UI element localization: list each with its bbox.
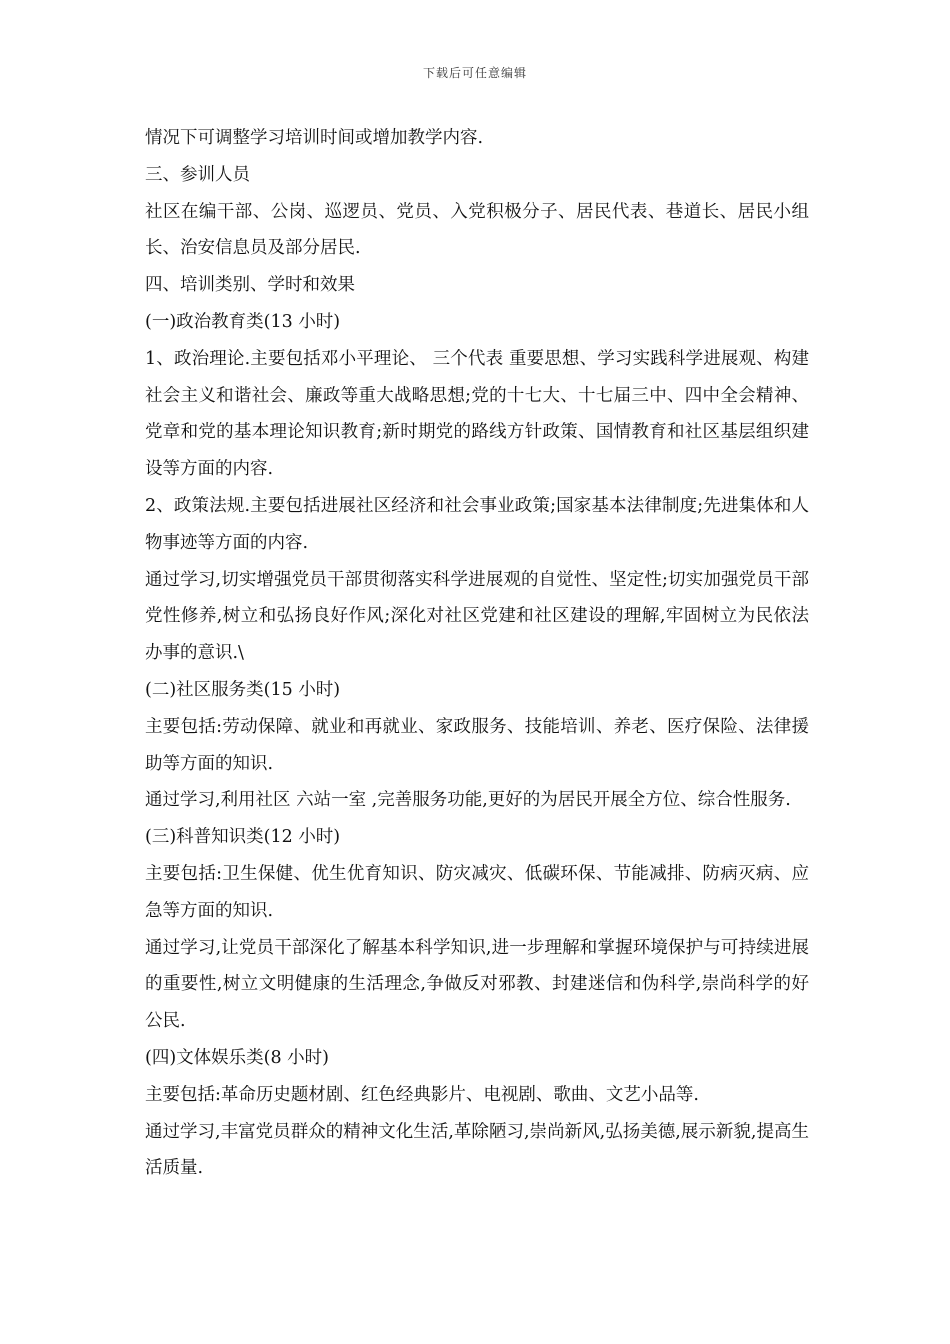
paragraph-political-theory: 1、政治理论.主要包括邓小平理论、 三个代表 重要思想、学习实践科学进展观、构建社会主义和谐社会、廉政等重大战略思想;党的十七大、十七届三中、四中全会精神、党章和党的基本理论知识教育;新时期党的路线方针政策、国情教育和社区基层组织建设等方面的内容. — [145, 348, 809, 480]
paragraph-community-service-effect: 通过学习,利用社区 六站一室 ,完善服务功能,更好的为居民开展全方位、综合性服务. — [145, 790, 791, 811]
paragraph-participants: 社区在编干部、公岗、巡逻员、党员、入党积极分子、居民代表、巷道长、居民小组长、治安信息员及部分居民. — [145, 201, 809, 259]
subheading-political-education: (一)政治教育类(13 小时) — [145, 311, 341, 332]
subheading-culture-entertainment: (四)文体娱乐类(8 小时) — [145, 1047, 330, 1068]
paragraph-culture-effect: 通过学习,丰富党员群众的精神文化生活,革除陋习,崇尚新风,弘扬美德,展示新貌,提高生活质量. — [145, 1121, 809, 1179]
subheading-community-service: (二)社区服务类(15 小时) — [145, 679, 341, 700]
paragraph-policy-regulations: 2、政策法规.主要包括进展社区经济和社会事业政策;国家基本法律制度;先进集体和人物事迹等方面的内容. — [145, 495, 809, 553]
heading-training-categories: 四、培训类别、学时和效果 — [145, 275, 355, 296]
document-body — [145, 120, 809, 1187]
paragraph-culture-content: 主要包括:革命历史题材剧、红色经典影片、电视剧、歌曲、文艺小品等. — [145, 1084, 699, 1105]
paragraph-community-service-content: 主要包括:劳动保障、就业和再就业、家政服务、技能培训、养老、医疗保险、法律援助等方面的知识. — [145, 716, 809, 774]
heading-participants: 三、参训人员 — [145, 164, 250, 185]
paragraph-political-effect: 通过学习,切实增强党员干部贯彻落实科学进展观的自觉性、坚定性;切实加强党员干部党性修养,树立和弘扬良好作风;深化对社区党建和社区建设的理解,牢固树立为民依法办事的意识.\ — [145, 569, 809, 664]
paragraph-science-content: 主要包括:卫生保健、优生优育知识、防灾减灾、低碳环保、节能减排、防病灭病、应急等方面的知识. — [145, 863, 809, 921]
paragraph-science-effect: 通过学习,让党员干部深化了解基本科学知识,进一步理解和掌握环境保护与可持续进展的重要性,树立文明健康的生活理念,争做反对邪教、封建迷信和伪科学,崇尚科学的好公民. — [145, 937, 809, 1032]
page-header: 下载后可任意编辑 — [422, 66, 527, 80]
paragraph-intro-continuation: 情况下可调整学习培训时间或增加教学内容. — [145, 128, 484, 148]
subheading-science-knowledge: (三)科普知识类(12 小时) — [145, 827, 341, 848]
